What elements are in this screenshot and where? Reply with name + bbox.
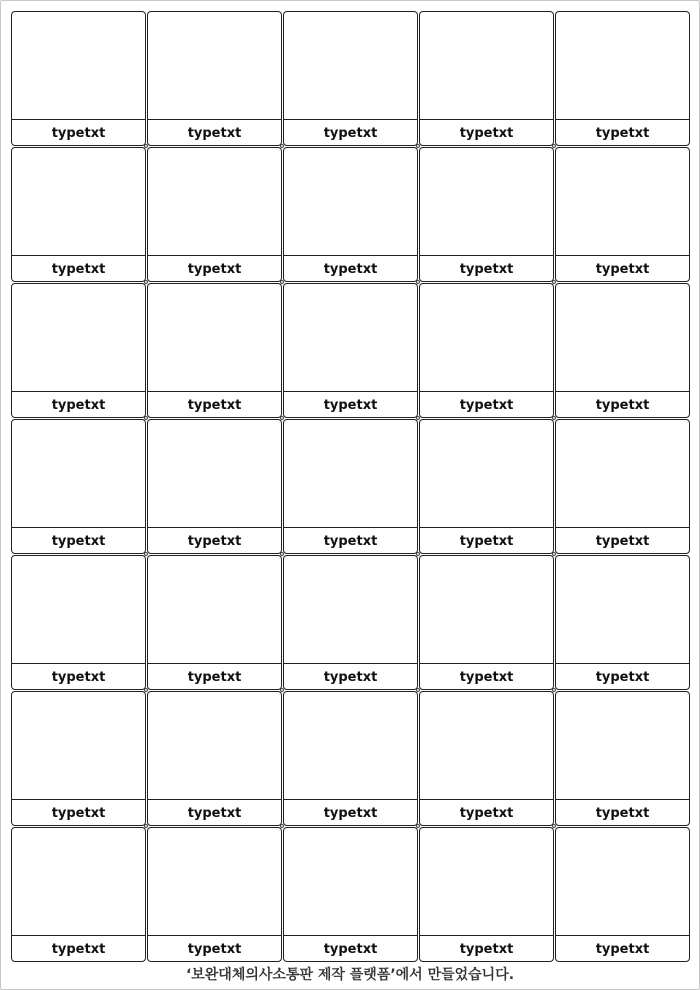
- grid-junction-dot: [416, 552, 420, 556]
- board-cell[interactable]: [147, 11, 282, 146]
- grid-junction-dot: [552, 144, 556, 148]
- cell-label: typetxt: [148, 119, 281, 145]
- cell-label: typetxt: [148, 255, 281, 281]
- grid-junction-dot: [144, 144, 148, 148]
- board-cell[interactable]: [419, 419, 554, 554]
- cell-label: typetxt: [420, 391, 553, 417]
- cell-label: typetxt: [556, 663, 689, 689]
- cell-label: typetxt: [284, 935, 417, 961]
- cell-label: typetxt: [284, 119, 417, 145]
- cell-label: typetxt: [284, 799, 417, 825]
- grid-junction-dot: [280, 144, 284, 148]
- grid-junction-dot: [144, 280, 148, 284]
- cell-label: typetxt: [556, 391, 689, 417]
- cell-label: typetxt: [148, 935, 281, 961]
- board-cell[interactable]: [555, 419, 690, 554]
- board-cell[interactable]: [555, 283, 690, 418]
- cell-label: typetxt: [556, 799, 689, 825]
- symbol-image-area: [148, 556, 281, 663]
- symbol-image-area: [284, 12, 417, 119]
- cell-label: typetxt: [284, 527, 417, 553]
- board-cell[interactable]: [147, 419, 282, 554]
- board-cell[interactable]: [283, 11, 418, 146]
- board-cell[interactable]: [419, 11, 554, 146]
- board-cell[interactable]: [419, 555, 554, 690]
- board-cell[interactable]: [11, 555, 146, 690]
- symbol-image-area: [420, 556, 553, 663]
- board-cell[interactable]: [283, 283, 418, 418]
- symbol-image-area: [556, 828, 689, 935]
- grid-junction-dot: [552, 280, 556, 284]
- board-cell[interactable]: [283, 419, 418, 554]
- cell-label: typetxt: [148, 663, 281, 689]
- grid-junction-dot: [416, 280, 420, 284]
- cell-label: typetxt: [420, 119, 553, 145]
- cell-label: typetxt: [556, 119, 689, 145]
- grid-junction-dot: [144, 824, 148, 828]
- symbol-image-area: [12, 12, 145, 119]
- symbol-image-area: [148, 12, 281, 119]
- grid-junction-dot: [144, 552, 148, 556]
- symbol-image-area: [556, 12, 689, 119]
- cell-label: typetxt: [420, 255, 553, 281]
- grid-junction-dot: [280, 280, 284, 284]
- symbol-image-area: [420, 284, 553, 391]
- grid-junction-dot: [280, 824, 284, 828]
- symbol-image-area: [12, 828, 145, 935]
- symbol-image-area: [148, 692, 281, 799]
- symbol-image-area: [12, 692, 145, 799]
- symbol-image-area: [148, 148, 281, 255]
- board-cell[interactable]: [11, 691, 146, 826]
- board-cell[interactable]: [419, 827, 554, 962]
- grid-junction-dot: [144, 416, 148, 420]
- cell-label: typetxt: [12, 255, 145, 281]
- symbol-image-area: [12, 284, 145, 391]
- symbol-image-area: [284, 284, 417, 391]
- symbol-image-area: [148, 828, 281, 935]
- board-cell[interactable]: [555, 827, 690, 962]
- board-cell[interactable]: [147, 555, 282, 690]
- cell-label: typetxt: [420, 527, 553, 553]
- board-cell[interactable]: [147, 147, 282, 282]
- symbol-image-area: [284, 692, 417, 799]
- cell-label: typetxt: [420, 935, 553, 961]
- board-cell[interactable]: [555, 691, 690, 826]
- cell-label: typetxt: [12, 935, 145, 961]
- board-cell[interactable]: [11, 419, 146, 554]
- cell-label: typetxt: [284, 663, 417, 689]
- symbol-image-area: [284, 556, 417, 663]
- cell-label: typetxt: [12, 663, 145, 689]
- symbol-image-area: [284, 148, 417, 255]
- board-cell[interactable]: [283, 555, 418, 690]
- symbol-image-area: [284, 828, 417, 935]
- board-cell[interactable]: [419, 691, 554, 826]
- cell-label: typetxt: [420, 799, 553, 825]
- symbol-image-area: [420, 12, 553, 119]
- symbol-image-area: [556, 556, 689, 663]
- symbol-image-area: [420, 148, 553, 255]
- board-cell[interactable]: [283, 147, 418, 282]
- cell-label: typetxt: [284, 391, 417, 417]
- footer-credit: ‘보완대체의사소통판 제작 플랫폼’에서 만들었습니다.: [185, 967, 515, 983]
- board-cell[interactable]: [147, 827, 282, 962]
- grid-junction-dot: [416, 144, 420, 148]
- cell-label: typetxt: [556, 527, 689, 553]
- cell-label: typetxt: [12, 799, 145, 825]
- grid-junction-dot: [280, 552, 284, 556]
- cell-label: typetxt: [148, 799, 281, 825]
- board-cell[interactable]: [147, 691, 282, 826]
- grid-junction-dot: [552, 824, 556, 828]
- symbol-image-area: [284, 420, 417, 527]
- cell-label: typetxt: [148, 391, 281, 417]
- grid-junction-dot: [416, 416, 420, 420]
- cell-label: typetxt: [12, 391, 145, 417]
- communication-board-grid: [11, 11, 690, 962]
- cell-label: typetxt: [284, 255, 417, 281]
- cell-label: typetxt: [420, 663, 553, 689]
- symbol-image-area: [12, 148, 145, 255]
- symbol-image-area: [148, 284, 281, 391]
- board-cell[interactable]: [555, 11, 690, 146]
- symbol-image-area: [420, 692, 553, 799]
- board-cell[interactable]: [11, 11, 146, 146]
- grid-junction-dot: [416, 824, 420, 828]
- board-cell[interactable]: [147, 283, 282, 418]
- grid-junction-dot: [552, 552, 556, 556]
- board-cell[interactable]: [283, 691, 418, 826]
- grid-junction-dot: [280, 688, 284, 692]
- cell-label: typetxt: [12, 119, 145, 145]
- symbol-image-area: [148, 420, 281, 527]
- board-cell[interactable]: [283, 827, 418, 962]
- grid-junction-dot: [552, 688, 556, 692]
- symbol-image-area: [12, 420, 145, 527]
- board-cell[interactable]: [11, 283, 146, 418]
- board-cell[interactable]: [555, 555, 690, 690]
- cell-label: typetxt: [12, 527, 145, 553]
- grid-junction-dot: [280, 416, 284, 420]
- cell-label: typetxt: [556, 935, 689, 961]
- grid-junction-dot: [552, 416, 556, 420]
- symbol-image-area: [556, 284, 689, 391]
- grid-junction-dot: [144, 688, 148, 692]
- board-cell[interactable]: [11, 827, 146, 962]
- symbol-image-area: [556, 148, 689, 255]
- symbol-image-area: [12, 556, 145, 663]
- board-cell[interactable]: [419, 283, 554, 418]
- cell-label: typetxt: [556, 255, 689, 281]
- symbol-image-area: [556, 420, 689, 527]
- symbol-image-area: [556, 692, 689, 799]
- symbol-image-area: [420, 828, 553, 935]
- grid-junction-dot: [416, 688, 420, 692]
- board-cell[interactable]: [419, 147, 554, 282]
- symbol-image-area: [420, 420, 553, 527]
- board-cell[interactable]: [555, 147, 690, 282]
- cell-label: typetxt: [148, 527, 281, 553]
- board-cell[interactable]: [11, 147, 146, 282]
